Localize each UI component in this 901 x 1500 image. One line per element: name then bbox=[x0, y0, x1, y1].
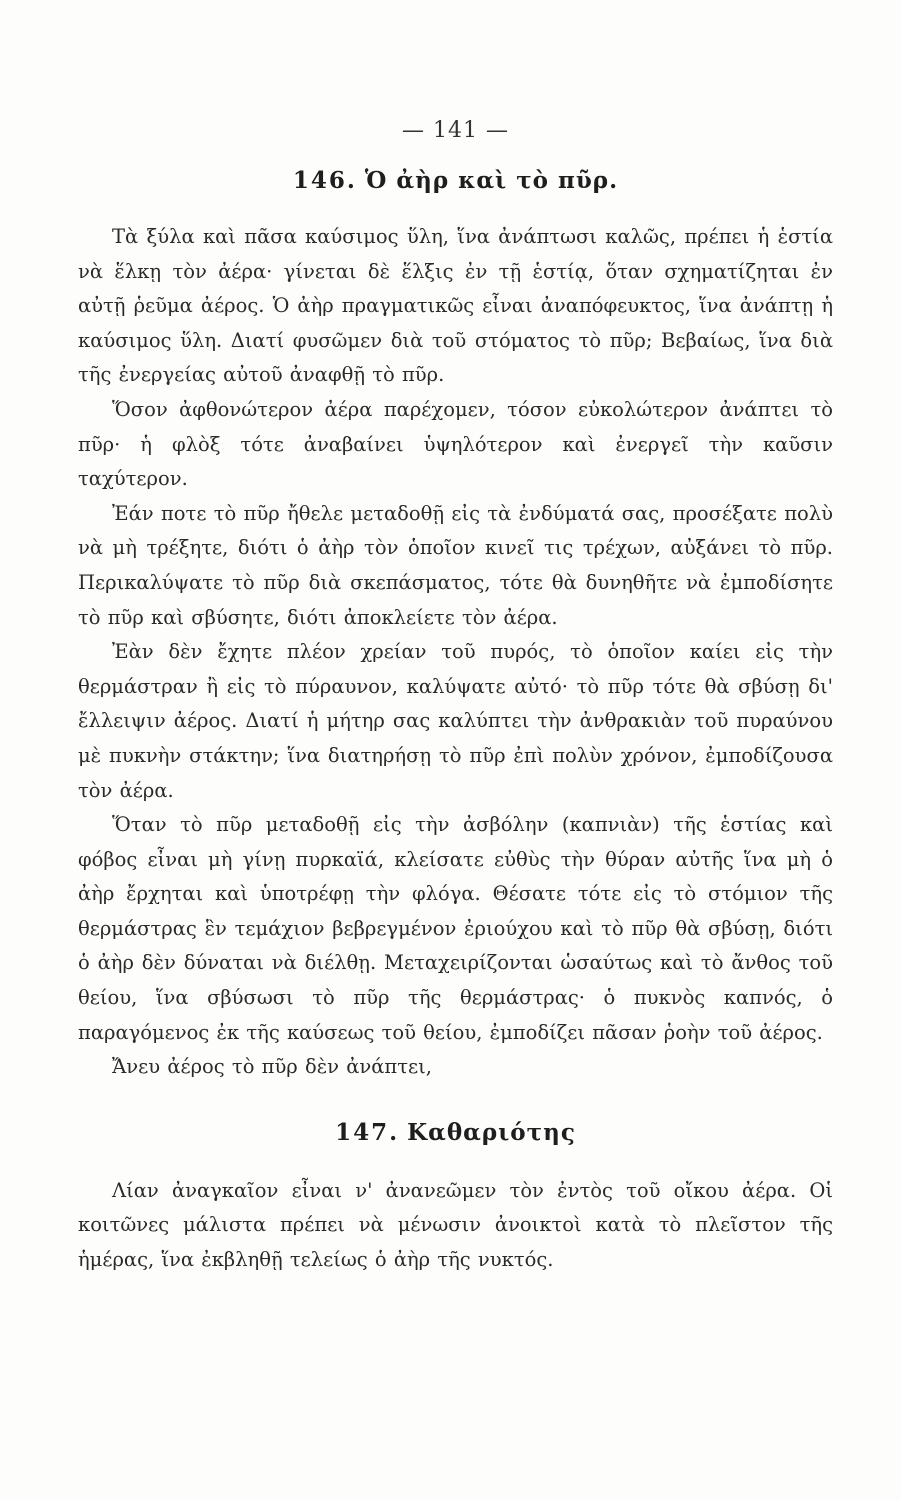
paragraph: Ὅταν τὸ πῦρ μεταδοθῇ εἰς τὴν ἀσβόλην (καπνιὰν) τῆς ἑστίας καὶ φόβος εἶναι μὴ γίνῃ πυρκαϊά, κλείσατε εὐθὺς τὴν θύραν αὐτῆς ἵνα μὴ ὁ ἀὴρ ἔρχηται καὶ ὑποτρέφῃ τὴν φλόγα. Θέσατε τότε εἰς τὸ στόμιον τῆς θερμάστρας ἓν τεμάχιον βεβρεγμένον ἐριούχου καὶ τὸ πῦρ θὰ σβύσῃ, διότι ὁ ἀὴρ δὲν δύναται νὰ διέλθῃ. Μεταχειρίζονται ὡσαύτως καὶ τὸ ἄνθος τοῦ θείου, ἵνα σβύσωσι τὸ πῦρ τῆς θερμάστρας· ὁ πυκνὸς καπνός, ὁ παραγόμενος ἐκ τῆς καύσεως τοῦ θείου, ἐμποδίζει πᾶσαν ῥοὴν τοῦ ἀέρος. bbox=[78, 813, 833, 1044]
paragraph: Ὅσον ἀφθονώτερον ἀέρα παρέχομεν, τόσον εὐκολώτερον ἀνάπτει τὸ πῦρ· ἡ φλὸξ τότε ἀναβαίνει ὑψηλότερον καὶ ἐνεργεῖ τὴν καῦσιν ταχύτερον. bbox=[78, 397, 833, 491]
section-number: 147. bbox=[335, 1118, 400, 1146]
section-title: Καθαριότης bbox=[407, 1118, 576, 1146]
paragraph: Λίαν ἀναγκαῖον εἶναι ν' ἀνανεῶμεν τὸν ἐντὸς τοῦ οἴκου ἀέρα. Οἱ κοιτῶνες μάλιστα πρέπει νὰ μένωσιν ἀνοικτοὶ κατὰ τὸ πλεῖστον τῆς ἡμέρας, ἵνα ἐκβληθῇ τελείως ὁ ἀὴρ τῆς νυκτός. bbox=[78, 1178, 833, 1272]
paragraph: Τὰ ξύλα καὶ πᾶσα καύσιμος ὕλη, ἵνα ἀνάπτωσι καλῶς, πρέπει ἡ ἑστία νὰ ἕλκῃ τὸν ἀέρα· γίνεται δὲ ἕλξις ἐν τῇ ἑστίᾳ, ὅταν σχηματίζηται ἐν αὐτῇ ῥεῦμα ἀέρος. Ὁ ἀὴρ πραγματικῶς εἶναι ἀναπόφευκτος, ἵνα ἀνάπτῃ ἡ καύσιμος ὕλη. Διατί φυσῶμεν διὰ τοῦ στόματος τὸ πῦρ; Βεβαίως, ἵνα διὰ τῆς ἐνεργείας αὐτοῦ ἀναφθῇ τὸ πῦρ. bbox=[78, 225, 833, 387]
paragraph: Ἐὰν δὲν ἔχητε πλέον χρείαν τοῦ πυρός, τὸ ὁποῖον καίει εἰς τὴν θερμάστραν ἢ εἰς τὸ πύραυνον, καλύψατε αὐτό· τὸ πῦρ τότε θὰ σβύσῃ δι' ἔλλειψιν ἀέρος. Διατί ἡ μήτηρ σας καλύπτει τὴν ἀνθρακιὰν τοῦ πυραύνου μὲ πυκνὴν στάκτην; ἵνα διατηρήσῃ τὸ πῦρ ἐπὶ πολὺν χρόνον, ἐμποδίζουσα τὸν ἀέρα. bbox=[78, 640, 833, 802]
section-number: 146. bbox=[292, 167, 357, 194]
paragraph: Ἐάν ποτε τὸ πῦρ ἤθελε μεταδοθῇ εἰς τὰ ἐνδύματά σας, προσέξατε πολὺ νὰ μὴ τρέξητε, διότι ὁ ἀὴρ τὸν ὁποῖον κινεῖ τις τρέχων, αὐξάνει τὸ πῦρ. Περικαλύψατε τὸ πῦρ διὰ σκεπάσματος, τότε θὰ δυνηθῆτε νὰ ἐμποδίσητε τὸ πῦρ καὶ σβύσητε, διότι ἀποκλείετε τὸν ἀέρα. bbox=[78, 501, 833, 629]
section-title: Ὁ ἀὴρ καὶ τὸ πῦρ. bbox=[364, 167, 619, 194]
section-heading-146 bbox=[78, 167, 833, 194]
book-page bbox=[78, 118, 833, 1278]
paragraph: Ἄνευ ἀέρος τὸ πῦρ δὲν ἀνάπτει, bbox=[112, 1055, 432, 1079]
page-number: — 141 — bbox=[402, 118, 509, 143]
section-heading-147 bbox=[78, 1119, 833, 1146]
